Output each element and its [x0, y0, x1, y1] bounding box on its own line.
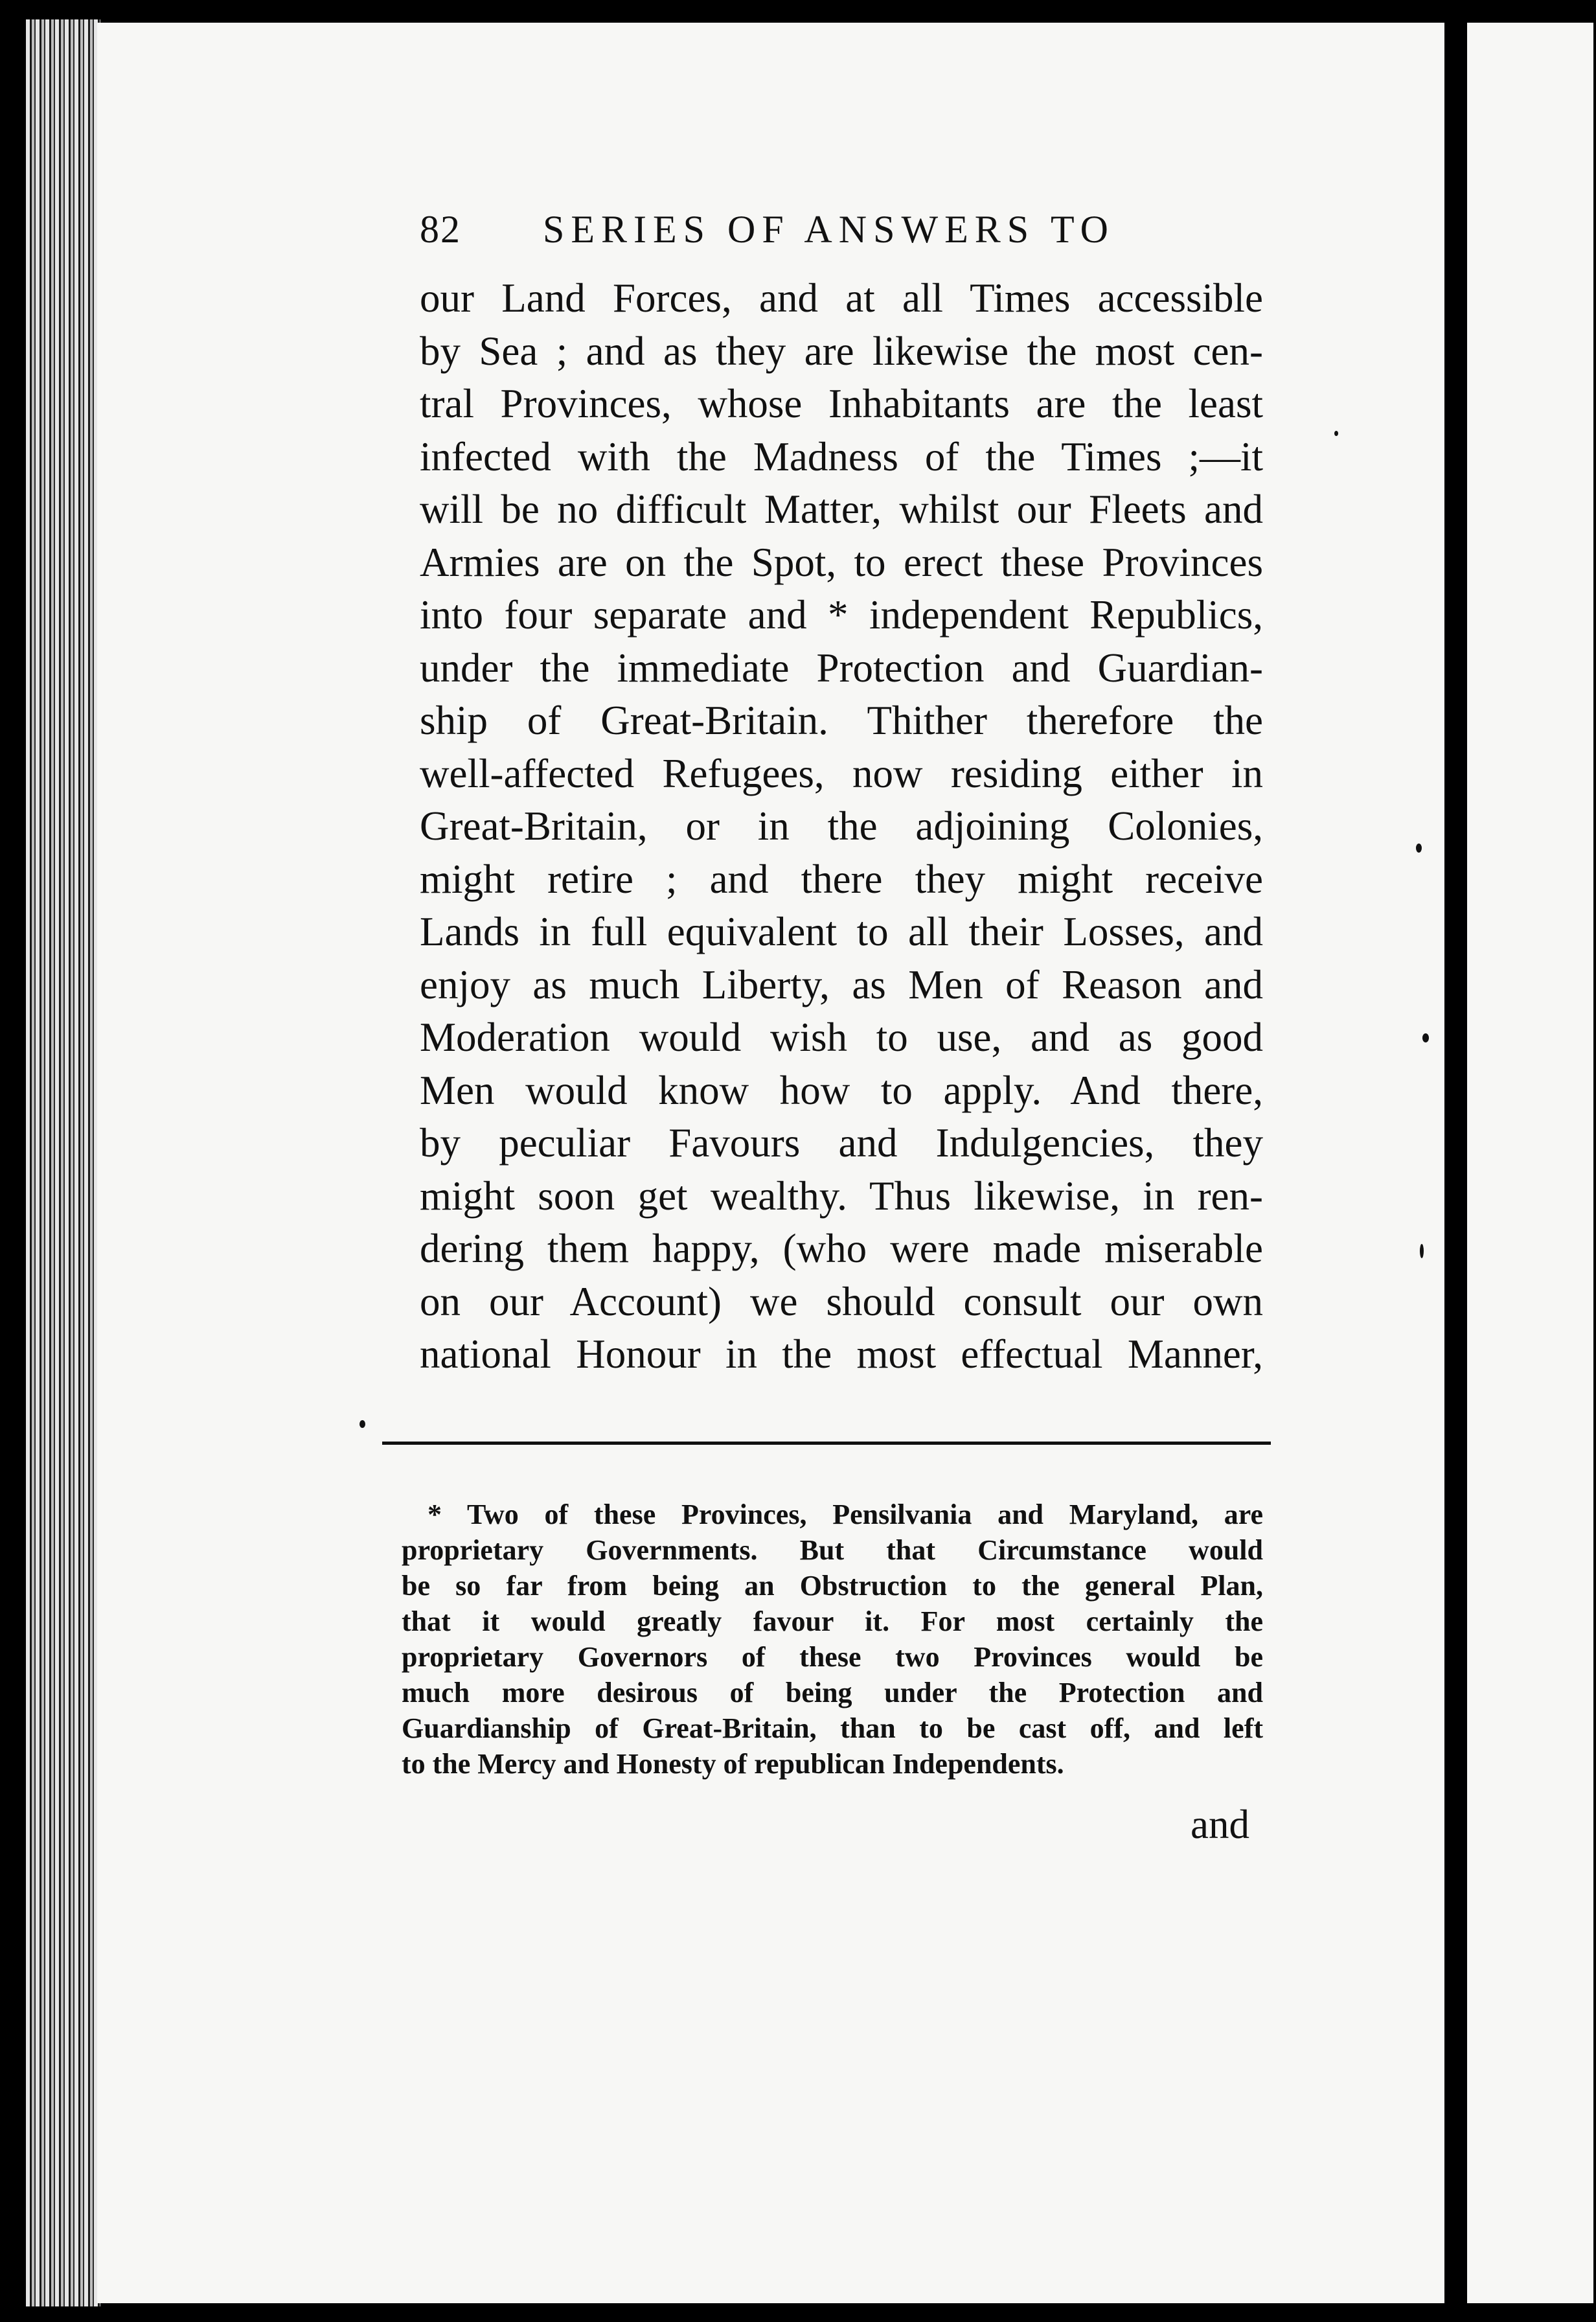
facing-page-edge [1467, 23, 1593, 2303]
body-line: under the immediate Protection and Guardian- [420, 645, 1263, 691]
body-line: might retire ; and there they might receive [420, 856, 1263, 902]
body-line: into four separate and * independent Republics, [420, 592, 1263, 638]
body-line: will be no difficult Matter, whilst our Fleets and [420, 487, 1263, 532]
page-number: 82 [420, 208, 461, 251]
footnote-line: much more desirous of being under the Protection and [402, 1677, 1263, 1708]
body-line: well-affected Refugees, now residing either in [420, 750, 1263, 796]
body-line: on our Account) we should consult our own [420, 1278, 1263, 1324]
body-line: our Land Forces, and at all Times accessible [420, 275, 1263, 321]
body-line: by Sea ; and as they are likewise the most cen- [420, 328, 1263, 374]
body-line: Great-Britain, or in the adjoining Colonies, [420, 803, 1263, 849]
body-line: infected with the Madness of the Times ;—it [420, 433, 1263, 479]
body-line: tral Provinces, whose Inhabitants are the least [420, 381, 1263, 426]
footnote-rule [382, 1442, 1271, 1445]
body-text [420, 272, 1263, 1381]
body-line: dering them happy, (who were made miserable [420, 1226, 1263, 1271]
ink-speck [1422, 1033, 1429, 1042]
catchword: and [1191, 1802, 1249, 1847]
ink-speck [1420, 1244, 1424, 1258]
body-line: might soon get wealthy. Thus likewise, in ren- [420, 1173, 1263, 1219]
ink-speck [1334, 431, 1338, 436]
body-line: Armies are on the Spot, to erect these Provinces [420, 539, 1263, 585]
ink-speck [1416, 844, 1422, 853]
footnote-line: that it would greatly favour it. For most certainly the [402, 1605, 1263, 1637]
body-line: national Honour in the most effectual Manner, [420, 1331, 1263, 1377]
footnote-line: Guardianship of Great-Britain, than to be cast off, and left [402, 1712, 1263, 1744]
body-line: Men would know how to apply. And there, [420, 1067, 1263, 1113]
running-title: SERIES OF ANSWERS TO [543, 208, 1115, 251]
footnote-line: to the Mercy and Honesty of republican Independents. [402, 1748, 1064, 1780]
body-line: by peculiar Favours and Indulgencies, they [420, 1120, 1263, 1166]
page-fold [1450, 23, 1468, 2303]
body-line: enjoy as much Liberty, as Men of Reason and [420, 961, 1263, 1007]
ink-speck [359, 1420, 365, 1428]
footnote [402, 1497, 1263, 1782]
footnote-line: * Two of these Provinces, Pensilvania and Maryland, are [428, 1499, 1263, 1530]
body-line: Moderation would wish to use, and as good [420, 1015, 1263, 1060]
body-line: Lands in full equivalent to all their Losses, and [420, 909, 1263, 954]
footnote-line: proprietary Governors of these two Provinces would be [402, 1641, 1263, 1673]
footnote-line: proprietary Governments. But that Circumstance would [402, 1534, 1263, 1566]
body-line: ship of Great-Britain. Thither therefore the [420, 698, 1263, 743]
running-header [420, 207, 1262, 259]
footnote-line: be so far from being an Obstruction to the general Plan, [402, 1570, 1263, 1602]
book-edge [26, 19, 100, 2306]
